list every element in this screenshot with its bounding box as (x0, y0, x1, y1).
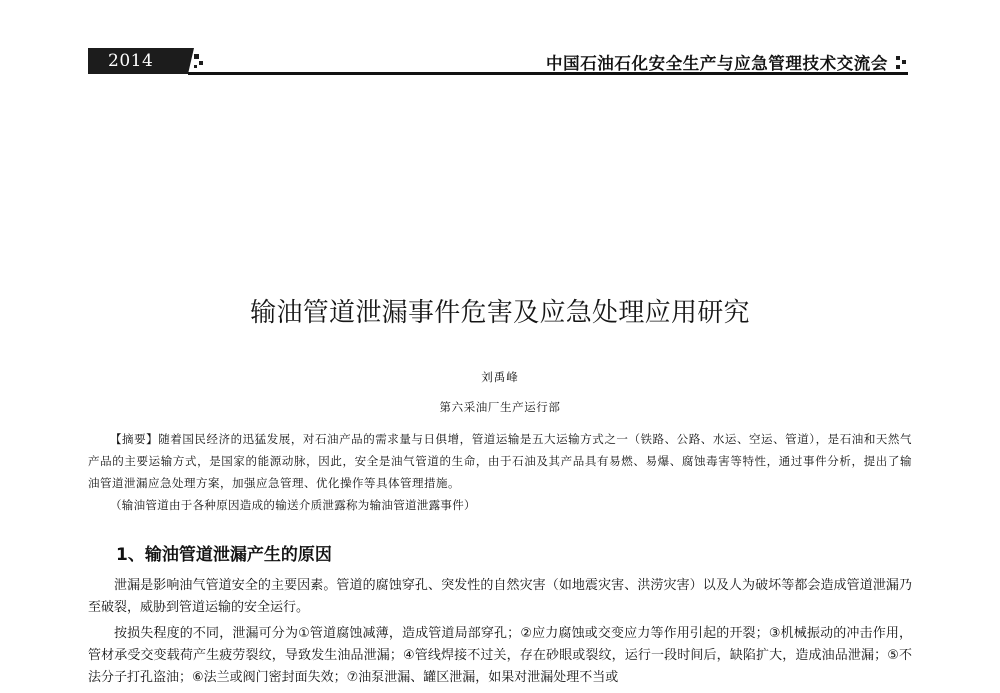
paragraph: 泄漏是影响油气管道安全的主要因素。管道的腐蚀穿孔、突发性的自然灾害（如地震灾害、洪涝灾害）以及人为破坏等都会造成管道泄漏乃至破裂，威胁到管道运输的安全运行。 (88, 578, 912, 615)
header-year: 2014 (108, 51, 154, 71)
running-header (88, 48, 908, 74)
header-end-ornament-icon (894, 54, 908, 72)
section-heading: 1、输油管道泄漏产生的原因 (116, 545, 332, 565)
abstract-note: （输油管道由于各种原因造成的输送介质泄露称为输油管道泄露事件） (110, 498, 476, 512)
header-decoration-icon (184, 48, 206, 74)
conference-title: 中国石油石化安全生产与应急管理技术交流会 (546, 54, 888, 73)
paragraph: 按损失程度的不同，泄漏可分为①管道腐蚀减薄，造成管道局部穿孔；②应力腐蚀或交变应力等作用引起的开裂；③机械振动的冲击作用，管材承受交变载荷产生疲劳裂纹，导致发生油品泄漏；④管线焊接不过关，存在砂眼或裂纹，运行一段时间后，缺陷扩大，造成油品泄漏；⑤不法分子打孔盗油；⑥法兰或阀门密封面失效；⑦油泵泄漏、罐区泄漏，如果对泄漏处理不当或 (88, 626, 912, 685)
author-affiliation: 第六采油厂生产运行部 (439, 400, 561, 414)
body-text (88, 575, 912, 693)
paper-title: 输油管道泄漏事件危害及应急处理应用研究 (250, 298, 750, 328)
header-year-block (88, 48, 188, 74)
abstract: 【摘要】随着国民经济的迅猛发展，对石油产品的需求量与日俱增，管道运输是五大运输方式之一（铁路、公路、水运、空运、管道），是石油和天然气产品的主要运输方式，是国家的能源动脉，因此，安全是油气管道的生命，由于石油及其产品具有易燃、易爆、腐蚀毒害等特性，通过事件分析，提出了输油管道泄漏应急处理方案，加强应急管理、优化操作等具体管理措施。 (88, 432, 912, 490)
author-name: 刘禹峰 (481, 370, 519, 384)
